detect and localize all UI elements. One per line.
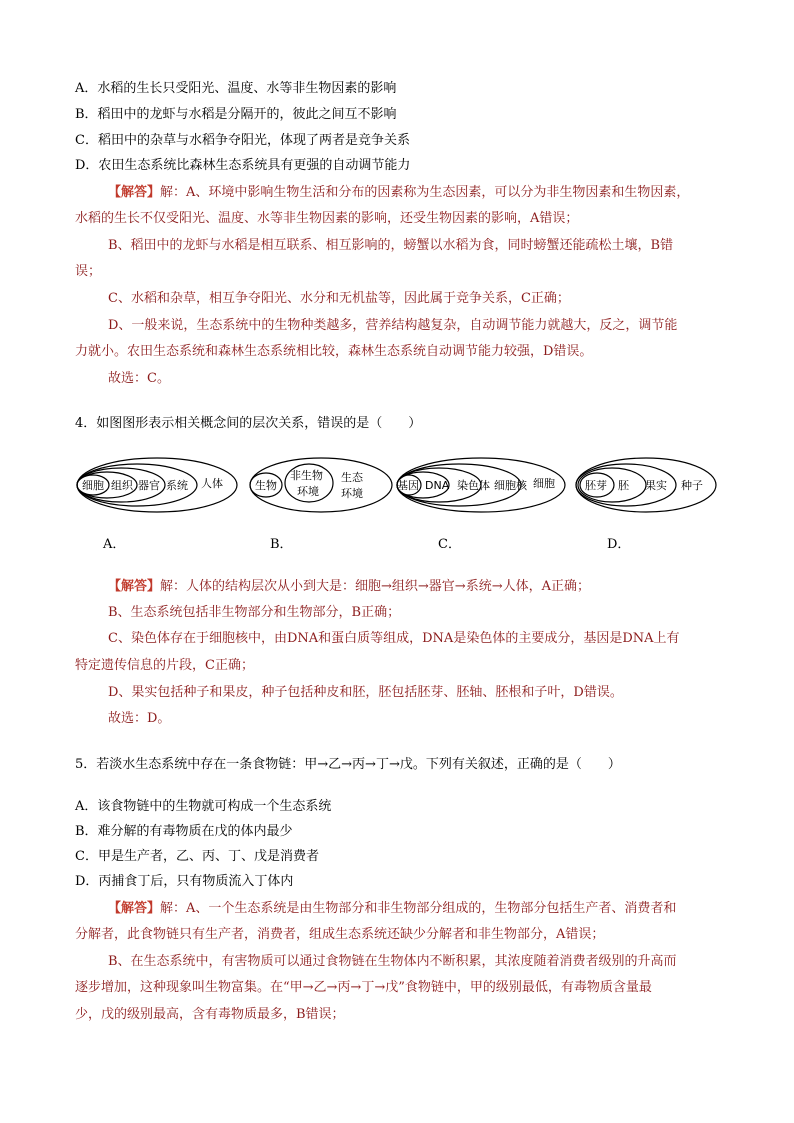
diagram-b-text-4: 生态 bbox=[341, 471, 363, 484]
q3-answer-line-4: 误； bbox=[75, 264, 102, 279]
diagram-label-d: D． bbox=[607, 537, 631, 552]
diagram-d bbox=[576, 458, 716, 512]
q4-answer-line-1: 【解答】解：人体的结构层次从小到大是：细胞→组织→器官→系统→人体，A正确； bbox=[108, 579, 590, 594]
diagram-d-text-1: 胚芽 bbox=[585, 479, 607, 492]
q3-answer-choice: 故选：C。 bbox=[108, 371, 170, 386]
q5-option-a: A．该食物链中的生物就可构成一个生态系统 bbox=[75, 799, 332, 814]
q3-option-b: B．稻田中的龙虾与水稻是分隔开的，彼此之间互不影响 bbox=[75, 107, 397, 122]
diagram-c-text-2: DNA bbox=[425, 479, 450, 492]
q3-answer-line-5: C、水稻和杂草，相互争夺阳光、水分和无机盐等，因此属于竞争关系，C正确； bbox=[108, 291, 570, 306]
q4-answer-line-4: 特定遗传信息的片段，C正确； bbox=[75, 658, 254, 673]
diagram-a-text-2: 组织 bbox=[111, 479, 133, 492]
q4-answer-line-5: D、果实包括种子和果皮，种子包括种皮和胚，胚包括胚芽、胚轴、胚根和子叶，D错误。 bbox=[108, 685, 623, 700]
diagram-a-text-5: 人体 bbox=[201, 477, 223, 490]
diagram-b bbox=[250, 458, 392, 512]
q3-answer-line-6: D、一般来说，生态系统中的生物种类越多，营养结构越复杂，自动调节能力就越大，反之，调节能 bbox=[108, 318, 678, 333]
diagram-d-text-4: 种子 bbox=[681, 479, 703, 492]
q4-answer-choice: 故选：D。 bbox=[108, 711, 171, 726]
diagram-label-b: B． bbox=[270, 537, 293, 552]
q5-option-d: D．丙捕食丁后，只有物质流入丁体内 bbox=[75, 874, 294, 889]
q3-answer-line-2: 水稻的生长不仅受阳光、温度、水等非生物因素的影响，还受生物因素的影响，A错误； bbox=[75, 211, 579, 226]
diagram-b-text-1: 生物 bbox=[255, 479, 277, 492]
q5-answer-line-2: 分解者，此食物链只有生产者，消费者，组成生态系统还缺少分解者和非生物部分，A错误； bbox=[75, 927, 605, 942]
diagram-label-a: A． bbox=[103, 537, 126, 552]
q5-option-b: B．难分解的有毒物质在戊的体内最少 bbox=[75, 824, 293, 839]
diagram-a bbox=[77, 458, 237, 512]
answer-tag: 【解答】 bbox=[108, 579, 161, 594]
q4-stem: 4．如图图形表示相关概念间的层次关系，错误的是（ ） bbox=[75, 416, 422, 431]
diagram-a-text-3: 器官 bbox=[138, 479, 160, 492]
q4-answer-line-3: C、染色体存在于细胞核中，由DNA和蛋白质等组成，DNA是染色体的主要成分，基因是DNA上有 bbox=[108, 631, 680, 646]
diagram-d-text-2: 胚 bbox=[618, 479, 629, 492]
diagram-d-text-3: 果实 bbox=[645, 479, 667, 492]
diagram-a-text-4: 系统 bbox=[166, 479, 188, 492]
diagram-c bbox=[397, 458, 565, 512]
diagram-b-text-3: 环境 bbox=[297, 485, 319, 498]
q4-diagrams bbox=[75, 455, 725, 525]
q5-stem: 5．若淡水生态系统中存在一条食物链：甲→乙→丙→丁→戊。下列有关叙述，正确的是（ ） bbox=[75, 757, 621, 772]
q5-answer-line-4: 逐步增加，这种现象叫生物富集。在“甲→乙→丙→丁→戊”食物链中，甲的级别最低，有毒物质含量最 bbox=[75, 980, 652, 995]
diagram-label-c: C． bbox=[438, 537, 461, 552]
diagram-b-text-5: 环境 bbox=[341, 487, 363, 500]
diagram-a-text-1: 细胞 bbox=[82, 479, 104, 492]
q4-answer-line-2: B、生态系统包括非生物部分和生物部分，B正确； bbox=[108, 605, 401, 620]
q3-answer-line-3: B、稻田中的龙虾与水稻是相互联系、相互影响的，螃蟹以水稻为食，同时螃蟹还能疏松土壤，B错 bbox=[108, 238, 674, 253]
q5-option-c: C．甲是生产者，乙、丙、丁、戊是消费者 bbox=[75, 849, 319, 864]
q3-answer-line-1: 【解答】解：A、环境中影响生物生活和分布的因素称为生态因素，可以分为非生物因素和生物因素， bbox=[108, 185, 690, 200]
q5-answer-line-5: 少，戊的级别最高，含有毒物质最多，B错误； bbox=[75, 1007, 345, 1022]
diagram-c-text-1: 基因 bbox=[397, 479, 419, 492]
diagram-c-text-3: 染色体 bbox=[457, 479, 490, 492]
diagram-c-text-5: 细胞 bbox=[533, 477, 555, 490]
q5-answer-line-3: B、在生态系统中，有害物质可以通过食物链在生物体内不断积累，其浓度随着消费者级别的升高而 bbox=[108, 954, 677, 969]
q3-answer-line-7: 力就小。农田生态系统和森林生态系统相比较，森林生态系统自动调节能力较强，D错误。 bbox=[75, 344, 593, 359]
diagram-c-text-4: 细胞核 bbox=[494, 479, 527, 492]
answer-tag: 【解答】 bbox=[108, 901, 161, 916]
q3-option-d: D．农田生态系统比森林生态系统具有更强的自动调节能力 bbox=[75, 158, 411, 173]
q5-answer-line-1: 【解答】解：A、一个生态系统是由生物部分和非生物部分组成的，生物部分包括生产者、消费者和 bbox=[108, 901, 677, 916]
answer-tag: 【解答】 bbox=[108, 185, 161, 200]
q3-option-c: C．稻田中的杂草与水稻争夺阳光，体现了两者是竞争关系 bbox=[75, 133, 410, 148]
diagram-b-text-2: 非生物 bbox=[290, 469, 323, 482]
q3-option-a: A．水稻的生长只受阳光、温度、水等非生物因素的影响 bbox=[75, 81, 397, 96]
